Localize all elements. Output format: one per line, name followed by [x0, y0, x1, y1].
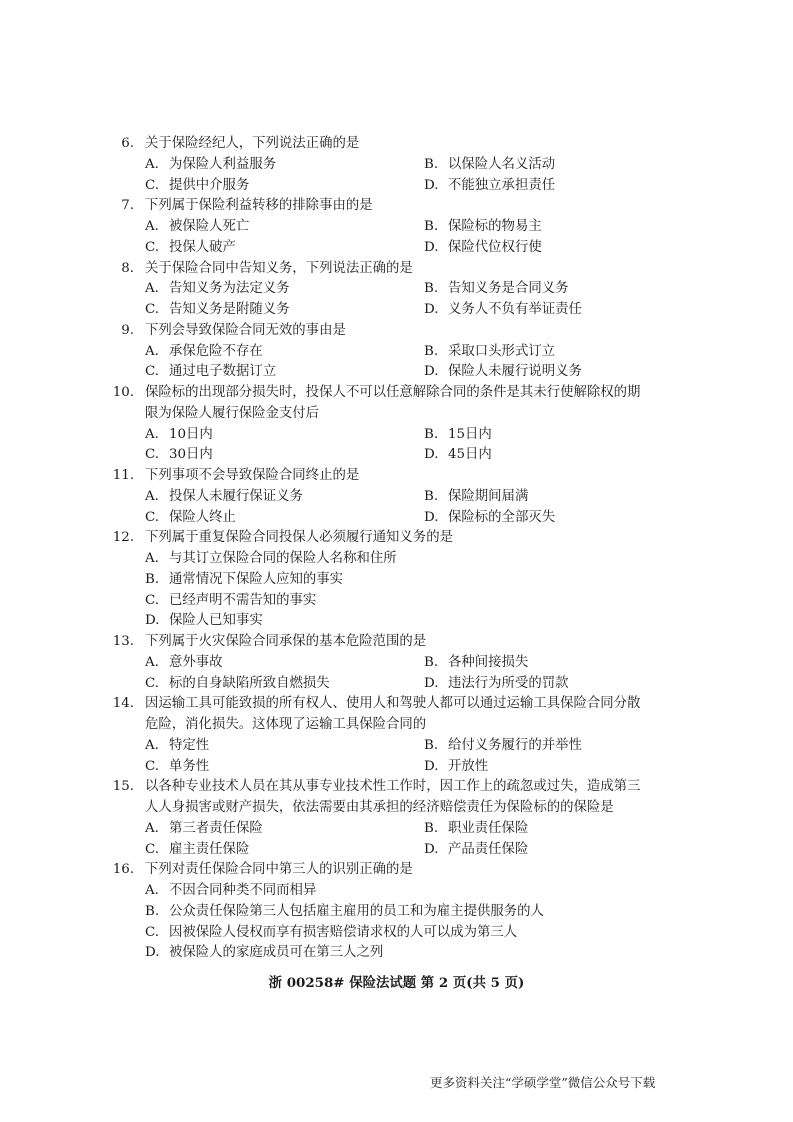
question-number: 11.	[112, 468, 134, 483]
option-letter: D.	[424, 675, 439, 691]
answer-option	[424, 176, 555, 197]
option-text: 承保危险不存在	[169, 343, 263, 359]
answer-option	[145, 923, 517, 944]
answer-option	[424, 300, 582, 321]
option-letter: B.	[145, 903, 160, 919]
option-text: 不能独立承担责任	[448, 177, 556, 193]
answer-option	[145, 570, 343, 591]
option-text: 通常情况下保险人应知的事实	[169, 571, 344, 587]
answer-option	[145, 840, 249, 861]
answer-option	[145, 674, 330, 695]
option-text: 保险期间届满	[448, 488, 529, 504]
question-number: 7.	[121, 198, 134, 214]
option-text: 不因合同种类不同而相异	[169, 883, 317, 898]
option-text: 给付义务履行的并举性	[448, 737, 582, 753]
answer-option	[424, 736, 582, 757]
answer-option	[145, 881, 316, 902]
option-letter: D.	[424, 302, 439, 317]
option-text: 因被保险人侵权而享有损害赔偿请求权的人可以成为第三人	[169, 924, 518, 940]
option-letter: B.	[424, 737, 439, 753]
option-letter: C.	[145, 924, 160, 940]
option-text: 被保险人死亡	[169, 219, 250, 234]
option-text: 保险代位权行使	[448, 239, 542, 255]
option-text: 提供中介服务	[169, 177, 250, 193]
option-letter: A.	[145, 883, 159, 898]
option-letter: C.	[145, 302, 160, 317]
option-letter: A.	[145, 343, 159, 359]
question-number: 15.	[112, 779, 134, 795]
question-number: 10.	[112, 385, 134, 400]
option-letter: A.	[145, 737, 159, 753]
answer-option	[145, 238, 236, 259]
question-number: 13.	[112, 634, 134, 649]
answer-option	[145, 611, 263, 632]
question-number: 9.	[121, 322, 134, 338]
option-letter: B.	[424, 488, 439, 504]
answer-option	[424, 238, 542, 259]
option-text: 意外事故	[169, 654, 223, 670]
answer-option	[424, 757, 488, 778]
option-letter: B.	[424, 281, 439, 297]
answer-option	[424, 674, 569, 695]
page-footer: 浙 00258# 保险法试题 第 2 页(共 5 页)	[268, 975, 525, 991]
answer-option	[424, 508, 555, 529]
answer-option	[145, 155, 276, 176]
option-letter: D.	[145, 945, 160, 961]
question-stem: 下列属于火灾保险合同承保的基本危险范围的是	[145, 634, 427, 649]
answer-option	[145, 819, 263, 840]
option-text: 公众责任保险第三人包括雇主雇用的员工和为雇主提供服务的人	[169, 903, 544, 919]
option-letter: A.	[145, 219, 159, 234]
option-letter: D.	[424, 447, 439, 463]
option-letter: C.	[145, 447, 160, 463]
question-stem: 下列对责任保险合同中第三人的识别正确的是	[145, 862, 413, 878]
answer-option	[145, 736, 209, 757]
option-text: 保险人已知事实	[169, 613, 263, 629]
option-letter: D.	[145, 613, 160, 629]
question-stem: 危险，消化损失。这体现了运输工具保险合同的	[145, 717, 427, 732]
answer-option	[145, 342, 263, 363]
option-text: 以保险人名义活动	[448, 156, 556, 172]
question-stem: 下列属于重复保险合同投保人必须履行通知义务的是	[145, 530, 453, 546]
option-letter: A.	[145, 156, 159, 172]
question-stem: 因运输工具可能致损的所有权人、使用人和驾驶人都可以通过运输工具保险合同分散	[145, 696, 641, 712]
question-stem: 人人身损害或财产损失，依法需要由其承担的经济赔偿责任为保险标的的保险是	[145, 800, 614, 815]
question-number: 6.	[121, 136, 134, 151]
question-stem: 以各种专业技术人员在其从事专业技术性工作时，因工作上的疏忽或过失，造成第三	[145, 779, 641, 795]
watermark-text: 更多资料关注“学硕学堂”微信公众号下载	[430, 1075, 656, 1090]
option-letter: B.	[145, 571, 160, 587]
option-text: 义务人不负有举证责任	[448, 302, 582, 317]
answer-option	[424, 279, 569, 300]
question-number: 14.	[112, 696, 134, 712]
option-letter: B.	[424, 156, 439, 172]
option-text: 雇主责任保险	[169, 841, 250, 857]
option-text: 15日内	[448, 426, 492, 442]
option-text: 标的自身缺陷所致自燃损失	[169, 675, 330, 691]
answer-option	[145, 943, 383, 964]
option-letter: C.	[145, 675, 160, 691]
option-letter: C.	[145, 592, 160, 608]
option-text: 已经声明不需告知的事实	[169, 592, 317, 608]
option-text: 第三者责任保险	[169, 820, 263, 836]
option-text: 告知义务是合同义务	[448, 281, 569, 297]
answer-option	[145, 425, 213, 446]
option-letter: C.	[145, 758, 160, 774]
option-letter: B.	[424, 343, 439, 359]
option-text: 单务性	[169, 758, 210, 774]
option-letter: D.	[424, 509, 439, 525]
option-letter: B.	[424, 820, 439, 836]
question-stem: 关于保险经纪人，下列说法正确的是	[145, 136, 360, 151]
option-text: 30日内	[169, 447, 213, 463]
question-stem: 下列事项不会导致保险合同终止的是	[145, 468, 360, 483]
question-stem: 下列会导致保险合同无效的事由是	[145, 322, 346, 338]
answer-option	[424, 819, 528, 840]
answer-option	[424, 362, 582, 383]
option-text: 违法行为所受的罚款	[448, 675, 569, 691]
option-letter: C.	[145, 509, 160, 525]
option-letter: C.	[145, 239, 160, 255]
option-letter: D.	[424, 364, 439, 380]
answer-option	[145, 300, 290, 321]
option-text: 告知义务是附随义务	[169, 302, 290, 317]
answer-option	[424, 840, 528, 861]
option-letter: B.	[424, 654, 439, 670]
option-letter: B.	[424, 219, 439, 234]
option-letter: D.	[424, 177, 439, 193]
option-text: 保险人终止	[169, 509, 236, 525]
option-text: 投保人破产	[169, 239, 236, 255]
option-text: 采取口头形式订立	[448, 343, 556, 359]
option-letter: D.	[424, 841, 439, 857]
answer-option	[145, 902, 544, 923]
answer-option	[145, 591, 316, 612]
question-stem: 关于保险合同中告知义务，下列说法正确的是	[145, 260, 413, 276]
answer-option	[145, 362, 276, 383]
option-text: 职业责任保险	[448, 820, 529, 836]
option-letter: A.	[145, 488, 159, 504]
option-text: 45日内	[448, 447, 492, 463]
question-number: 8.	[121, 260, 134, 276]
answer-option	[424, 217, 542, 238]
answer-option	[424, 155, 555, 176]
answer-option	[145, 279, 290, 300]
answer-option	[424, 445, 492, 466]
answer-option	[145, 445, 213, 466]
answer-option	[145, 549, 397, 570]
option-text: 通过电子数据订立	[169, 364, 277, 380]
question-stem: 限为保险人履行保险金支付后	[145, 405, 320, 421]
option-text: 产品责任保险	[448, 841, 529, 857]
option-text: 保险标的物易主	[448, 219, 542, 234]
answer-option	[145, 757, 209, 778]
answer-option	[145, 653, 223, 674]
option-letter: C.	[145, 364, 160, 380]
answer-option	[145, 217, 249, 238]
option-letter: A.	[145, 281, 159, 297]
answer-option	[145, 508, 236, 529]
option-letter: A.	[145, 820, 159, 836]
option-text: 与其订立保险合同的保险人名称和住所	[169, 551, 397, 566]
answer-option	[424, 487, 528, 508]
answer-option	[424, 653, 528, 674]
option-letter: C.	[145, 177, 160, 193]
option-letter: D.	[424, 758, 439, 774]
question-stem: 下列属于保险利益转移的排除事由的是	[145, 198, 373, 214]
option-letter: D.	[424, 239, 439, 255]
answer-option	[424, 425, 492, 446]
question-stem: 保险标的出现部分损失时，投保人不可以任意解除合同的条件是其未行使解除权的期	[145, 385, 641, 400]
question-number: 16.	[112, 862, 134, 878]
question-number: 12.	[112, 530, 134, 546]
option-letter: A.	[145, 426, 159, 442]
option-text: 保险人未履行说明义务	[448, 364, 582, 380]
answer-option	[145, 487, 303, 508]
option-letter: C.	[145, 841, 160, 857]
option-text: 被保险人的家庭成员可在第三人之列	[169, 945, 384, 961]
option-text: 10日内	[169, 426, 213, 442]
option-letter: B.	[424, 426, 439, 442]
option-letter: A.	[145, 551, 159, 566]
option-text: 特定性	[169, 737, 210, 753]
answer-option	[145, 176, 249, 197]
option-text: 告知义务为法定义务	[169, 281, 290, 297]
option-text: 开放性	[448, 758, 489, 774]
option-text: 各种间接损失	[448, 654, 529, 670]
option-letter: A.	[145, 654, 159, 670]
answer-option	[424, 342, 555, 363]
option-text: 为保险人利益服务	[169, 156, 277, 172]
option-text: 保险标的全部灭失	[448, 509, 556, 525]
option-text: 投保人未履行保证义务	[169, 488, 303, 504]
